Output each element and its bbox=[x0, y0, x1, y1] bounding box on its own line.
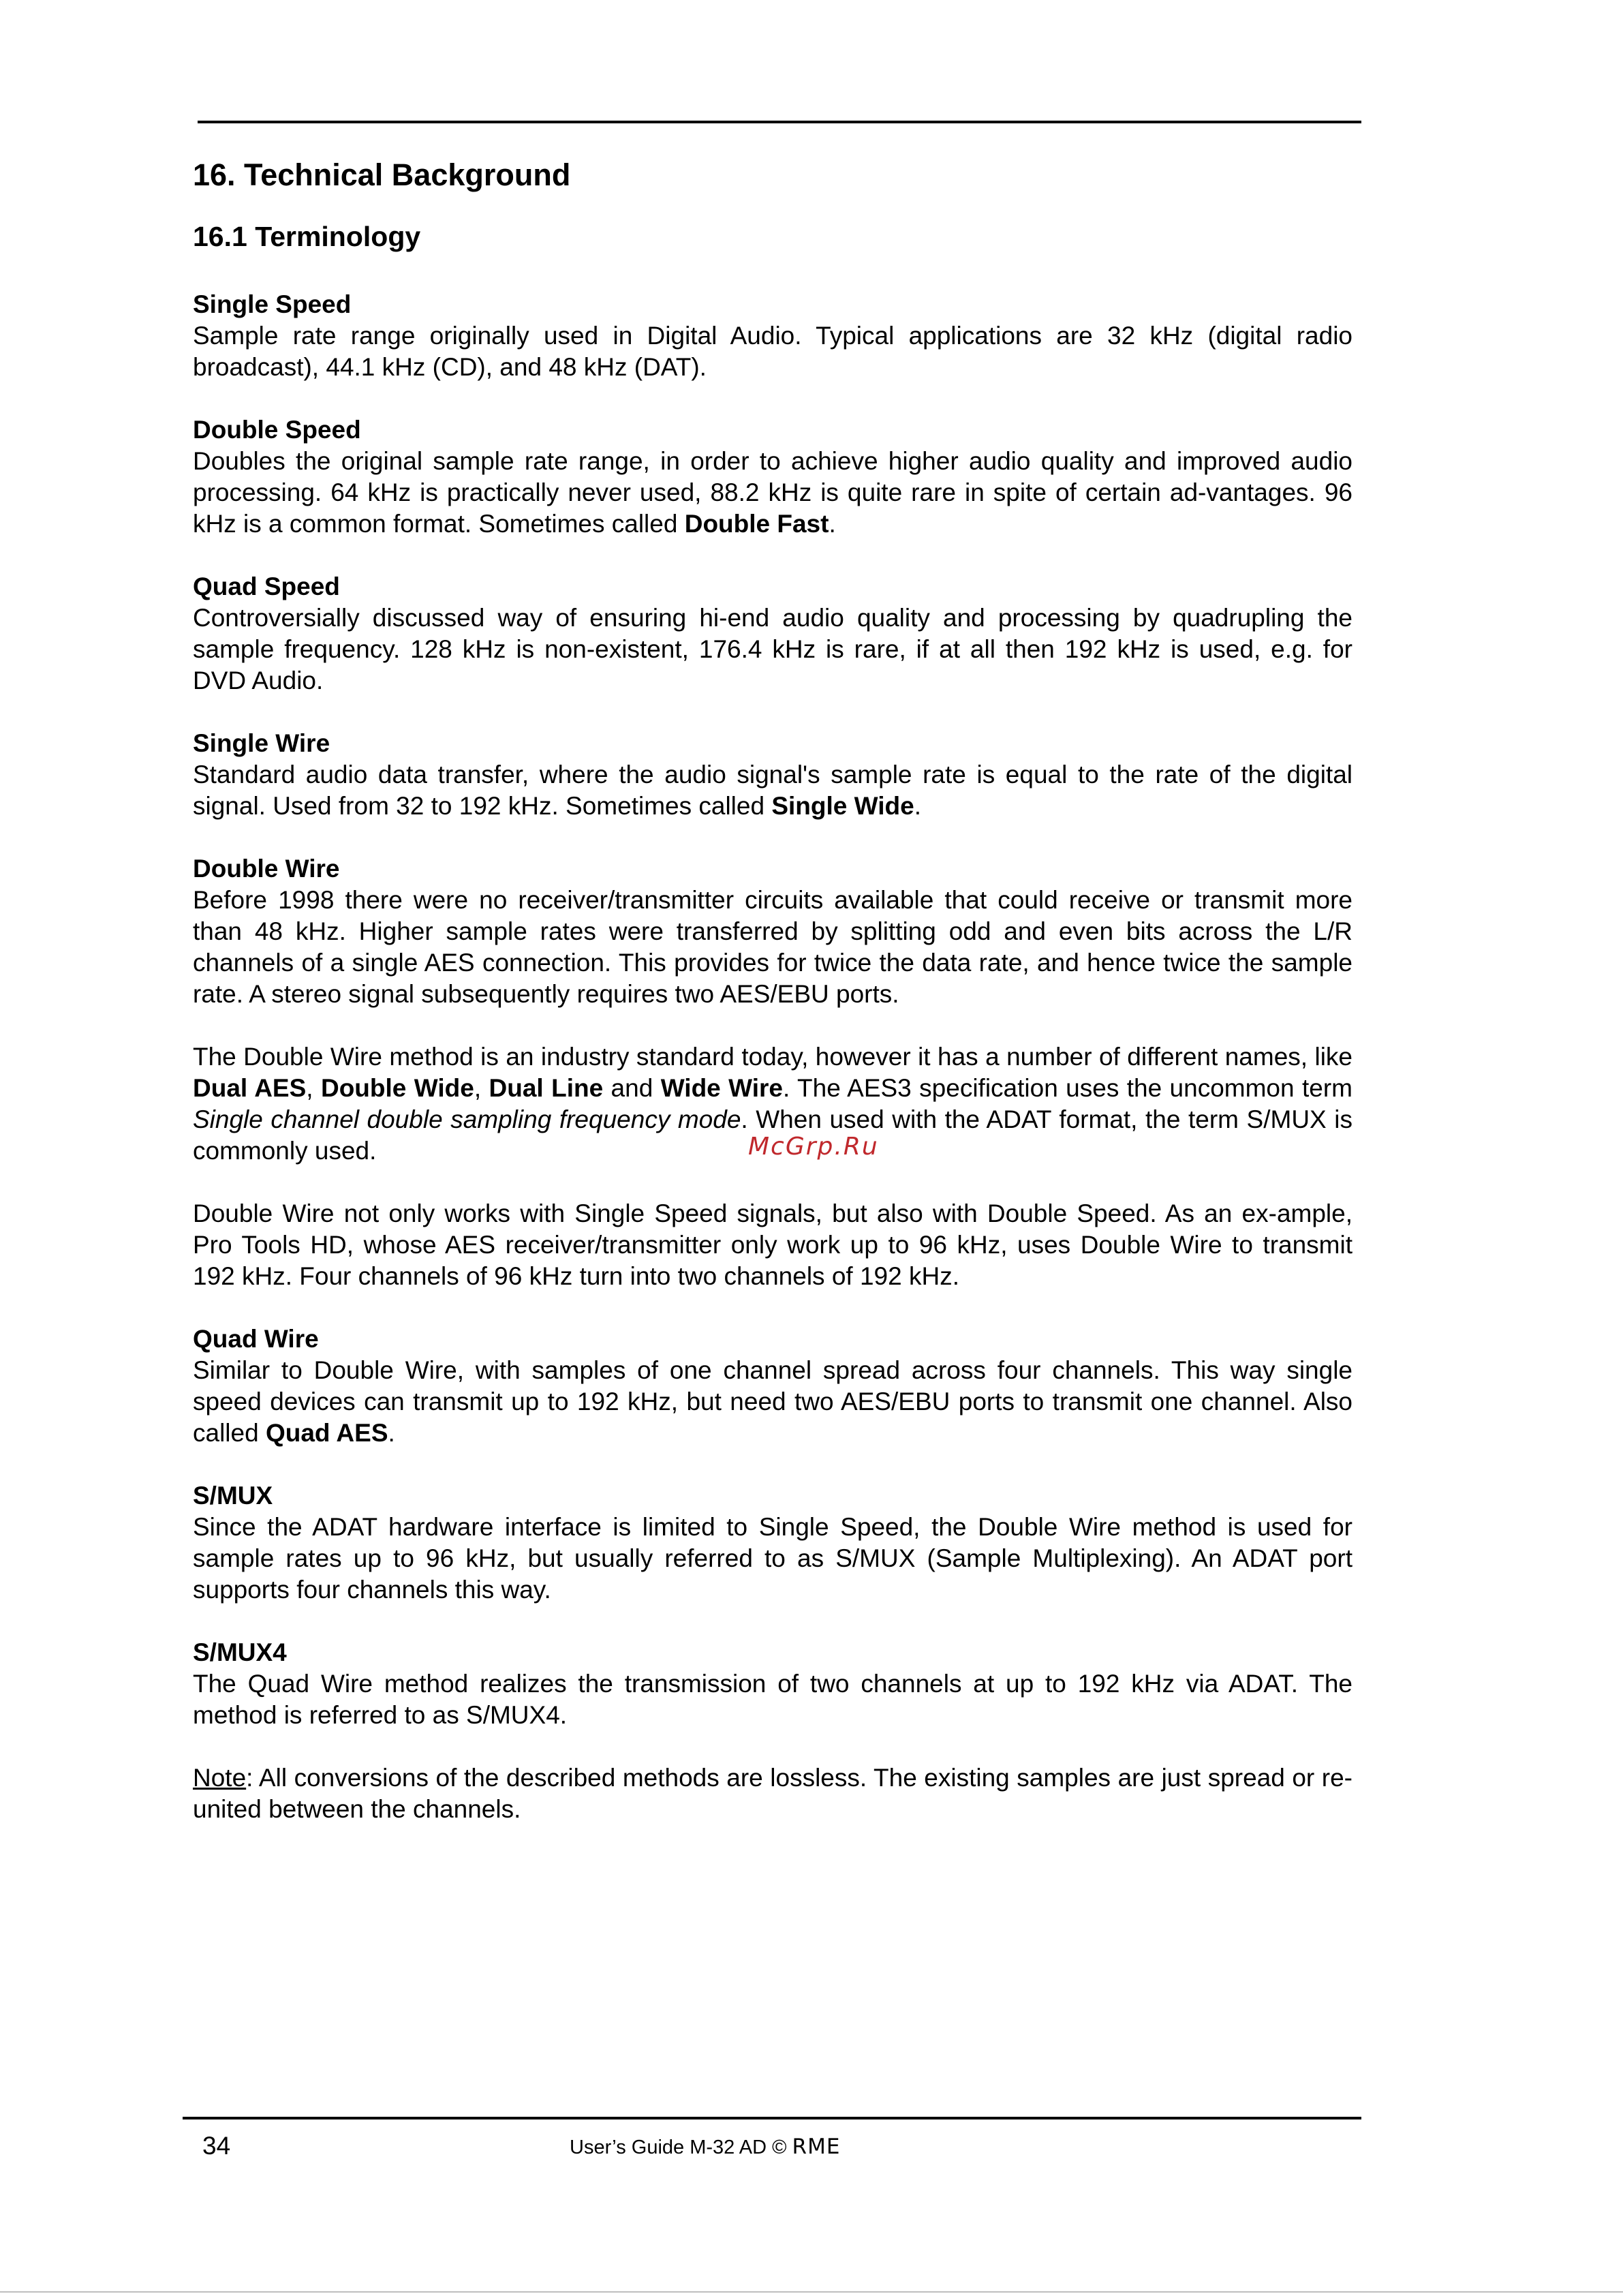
text-run: Sample rate range originally used in Digital Audio. Typical applications are 32 kHz (digital radio broadcast), 44.1 kHz (CD), and 48 kHz (DAT). bbox=[193, 322, 1352, 381]
definition-paragraph bbox=[193, 602, 1352, 697]
header-rule bbox=[198, 121, 1361, 123]
text-run: Similar to Double Wire, with samples of one channel spread across four channels. This way single speed devices can transmit up to 192 kHz, but need two AES/EBU ports to transmit one channel. Also called bbox=[193, 1356, 1352, 1447]
definition-paragraph bbox=[193, 1762, 1352, 1825]
text-run: . bbox=[388, 1419, 395, 1447]
text-run: Double Wire not only works with Single Speed signals, but also with Double Speed. As an ex-ample, Pro Tools HD, whose AES receiver/transmitter only work up to 96 kHz, uses Double Wire to transmit 192 kHz. Four channels of 96 kHz turn into two channels of 192 kHz. bbox=[193, 1199, 1352, 1290]
text-run: . When used with the ADAT format, the term S/MUX is commonly used. bbox=[193, 1105, 1352, 1165]
text-run: , bbox=[474, 1074, 489, 1102]
text-run: Single channel double sampling frequency mode bbox=[193, 1105, 741, 1133]
term-title: S/MUX bbox=[193, 1482, 273, 1510]
text-run: The Quad Wire method realizes the transmission of two channels at up to 192 kHz via ADAT. The method is referred to as S/MUX4. bbox=[193, 1670, 1352, 1729]
text-run: : All conversions of the described methods are lossless. The existing samples are just spread or re-united between the channels. bbox=[193, 1764, 1352, 1823]
text-run: and bbox=[603, 1074, 661, 1102]
terminology-list bbox=[193, 289, 1352, 1825]
term-block bbox=[193, 728, 1352, 822]
text-run: Controversially discussed way of ensuring hi-end audio quality and processing by quadrupling the sample frequency. 128 kHz is non-existent, 176.4 kHz is rare, if at all then 192 kHz is used, e.g. for DVD Audio. bbox=[193, 604, 1352, 694]
section-heading: 16.1 Terminology bbox=[193, 221, 421, 252]
document-body bbox=[193, 151, 1352, 1856]
definition-paragraph bbox=[193, 320, 1352, 383]
term-block bbox=[193, 571, 1352, 697]
term-block bbox=[193, 1762, 1352, 1825]
term-block bbox=[193, 1323, 1352, 1449]
term-title: Quad Speed bbox=[193, 572, 340, 600]
scan-edge-line bbox=[0, 2291, 1623, 2293]
term-block bbox=[193, 1637, 1352, 1731]
text-run: , bbox=[306, 1074, 321, 1102]
text-run: Doubles the original sample rate range, in order to achieve higher audio quality and improved audio processing. 64 kHz is practically never used, 88.2 kHz is quite rare in spite of certain ad-vantages. 96 kHz is a common format. Sometimes called bbox=[193, 447, 1352, 538]
definition-paragraph bbox=[193, 446, 1352, 540]
term-title: Double Wire bbox=[193, 855, 340, 883]
term-block bbox=[193, 289, 1352, 383]
definition-paragraph bbox=[193, 1668, 1352, 1731]
text-run: Standard audio data transfer, where the audio signal's sample rate is equal to the rate of the digital signal. Used from 32 to 192 kHz. Sometimes called bbox=[193, 761, 1352, 820]
definition-paragraph bbox=[193, 885, 1352, 1010]
text-run: Since the ADAT hardware interface is limited to Single Speed, the Double Wire method is used for sample rates up to 96 kHz, but usually referred to as S/MUX (Sample Multiplexing). An ADAT port supports four channels this way. bbox=[193, 1513, 1352, 1604]
term-title: Quad Wire bbox=[193, 1325, 319, 1353]
footer-text: User’s Guide M-32 AD © bbox=[570, 2137, 787, 2158]
chapter-heading: 16. Technical Background bbox=[193, 157, 571, 192]
rme-logo: RME bbox=[792, 2134, 841, 2159]
definition-paragraph bbox=[193, 1198, 1352, 1292]
text-run: . bbox=[829, 510, 836, 538]
text-run: . bbox=[914, 792, 921, 820]
text-run: Double Fast bbox=[684, 510, 829, 538]
text-run: Before 1998 there were no receiver/transmitter circuits available that could receive or transmit more than 48 kHz. Higher sample rates were transferred by splitting odd and even bits across the L/R channels of a single AES connection. This provides for twice the data rate, and hence twice the sample rate. A stereo signal subsequently requires two AES/EBU ports. bbox=[193, 886, 1352, 1008]
definition-paragraph bbox=[193, 1355, 1352, 1449]
definition-paragraph bbox=[193, 1512, 1352, 1606]
term-title: Single Speed bbox=[193, 290, 352, 318]
term-block bbox=[193, 1480, 1352, 1606]
watermark: McGrp.Ru bbox=[748, 1133, 879, 1161]
text-run: Note bbox=[193, 1764, 247, 1792]
text-run: Single Wide bbox=[771, 792, 914, 820]
text-run: Wide Wire bbox=[660, 1074, 784, 1102]
text-run: Double Wide bbox=[320, 1074, 474, 1102]
term-block bbox=[193, 414, 1352, 540]
term-title: Single Wire bbox=[193, 729, 330, 757]
footer-caption bbox=[570, 2134, 840, 2159]
text-run: The Double Wire method is an industry standard today, however it has a number of different names, like bbox=[193, 1043, 1352, 1071]
definition-paragraph bbox=[193, 759, 1352, 822]
text-run: . The AES3 specification uses the uncommon term bbox=[783, 1074, 1352, 1102]
term-title: S/MUX4 bbox=[193, 1638, 287, 1666]
text-run: Dual AES bbox=[193, 1074, 307, 1102]
term-block bbox=[193, 853, 1352, 1292]
term-title: Double Speed bbox=[193, 416, 361, 444]
text-run: Dual Line bbox=[489, 1074, 604, 1102]
footer-rule bbox=[183, 2117, 1361, 2119]
text-run: Quad AES bbox=[265, 1419, 388, 1447]
page-number: 34 bbox=[202, 2132, 231, 2160]
